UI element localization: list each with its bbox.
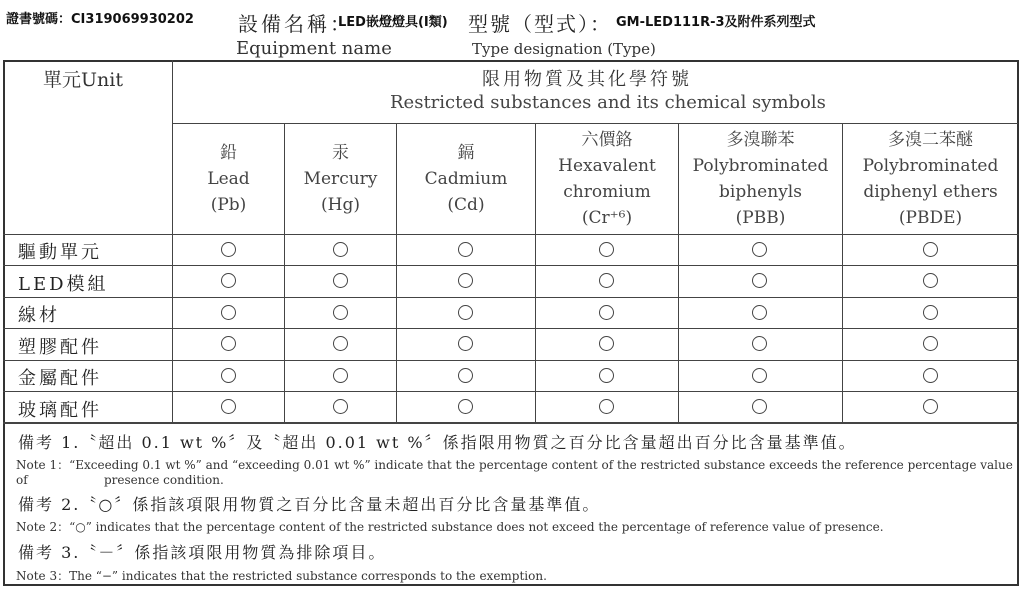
equipment-name-label-zh: 設備名稱：: [238, 12, 353, 36]
column-header-hexavalent-chromium: 六價鉻 Hexavalent chromium (Cr⁺⁶): [558, 130, 656, 228]
remark-2-zh: 備考 2.〝○〞係指該項限用物質之百分比含量未超出百分比含量基準值。: [18, 495, 601, 514]
compliant-circle: [221, 336, 236, 351]
compliant-circle: [221, 399, 236, 414]
compliant-circle: [599, 336, 614, 351]
compliant-circle: [599, 273, 614, 288]
column-header-cadmium: 鎘 Cadmium (Cd): [424, 143, 508, 215]
type-designation-label-en: Type designation (Type): [472, 40, 656, 58]
compliant-circle: [333, 336, 348, 351]
compliant-circle: [333, 399, 348, 414]
row-label-glass-parts: 玻璃配件: [18, 400, 102, 421]
remark-1-zh: 備考 1.〝超出 0.1 wt %〞及〝超出 0.01 wt %〞係指限用物質之百分比含量超出百分比含量基準值。: [18, 433, 857, 452]
compliant-circle: [221, 242, 236, 257]
type-designation-label-zh: 型號（型式）：: [468, 12, 612, 36]
compliant-circle: [752, 368, 767, 383]
column-header-lead: 鉛 Lead (Pb): [207, 143, 250, 215]
compliant-circle: [333, 368, 348, 383]
grid-line: [3, 422, 1019, 424]
row-label-driver-unit: 驅動單元: [18, 242, 102, 263]
note-3-en: Note 3：The “−” indicates that the restricted substance corresponds to the exemption.: [16, 569, 547, 583]
cert-number-value: CI319069930202: [71, 12, 194, 27]
compliant-circle: [752, 399, 767, 414]
compliant-circle: [923, 368, 938, 383]
grid-line: [3, 265, 1019, 266]
compliant-circle: [923, 305, 938, 320]
compliant-circle: [221, 368, 236, 383]
grid-line: [3, 297, 1019, 298]
compliant-circle: [458, 305, 473, 320]
compliant-circle: [752, 336, 767, 351]
certificate-number: [6, 8, 194, 27]
compliant-circle: [923, 336, 938, 351]
grid-line: [3, 360, 1019, 361]
compliant-circle: [221, 305, 236, 320]
grid-line: [3, 391, 1019, 392]
compliant-circle: [333, 305, 348, 320]
note-1-en-continuation: presence condition.: [104, 473, 224, 487]
equipment-name-value: LED嵌燈燈具(Ⅰ類): [338, 15, 448, 30]
compliant-circle: [599, 368, 614, 383]
grid-line: [3, 328, 1019, 329]
row-label-led-module: LED模組: [18, 274, 109, 295]
compliant-circle: [221, 273, 236, 288]
compliant-circle: [458, 399, 473, 414]
cert-label: 證書號碼：: [6, 12, 72, 27]
compliant-circle: [599, 399, 614, 414]
compliant-circle: [752, 305, 767, 320]
row-label-wire: 線材: [18, 305, 60, 326]
column-header-mercury: 汞 Mercury (Hg): [303, 143, 378, 215]
column-header-pbb: 多溴聯苯 Polybrominated biphenyls (PBB): [692, 130, 829, 228]
type-designation-value: GM-LED111R-3及附件系列型式: [616, 15, 816, 30]
equipment-name-label-en: Equipment name: [236, 38, 392, 59]
compliant-circle: [923, 399, 938, 414]
compliant-circle: [333, 242, 348, 257]
unit-header: 單元Unit: [43, 69, 123, 91]
column-header-pbde: 多溴二苯醚 Polybrominated diphenyl ethers (PBDE): [862, 130, 999, 228]
compliant-circle: [923, 242, 938, 257]
restricted-substances-title-en: Restricted substances and its chemical symbols: [390, 92, 826, 113]
restricted-substances-title-zh: 限用物質及其化學符號: [482, 69, 692, 90]
compliant-circle: [458, 273, 473, 288]
note-2-en: Note 2：“○” indicates that the percentage content of the restricted substance does not exceed the percentage of reference value of presence.: [16, 520, 884, 534]
compliant-circle: [599, 242, 614, 257]
compliant-circle: [599, 305, 614, 320]
remark-3-zh: 備考 3.〝－〞係指該項限用物質為排除項目。: [18, 543, 387, 562]
grid-line: [3, 234, 1019, 235]
grid-line: [172, 60, 173, 422]
compliant-circle: [752, 242, 767, 257]
compliant-circle: [458, 368, 473, 383]
compliant-circle: [458, 242, 473, 257]
compliant-circle: [923, 273, 938, 288]
compliant-circle: [752, 273, 767, 288]
compliant-circle: [458, 336, 473, 351]
compliant-circle: [333, 273, 348, 288]
note-1-en: Note 1：“Exceeding 0.1 wt %” and “exceeding 0.01 wt %” indicate that the percentage content of the restricted substance exceeds the reference percentage value of: [16, 458, 1013, 487]
row-label-plastic-parts: 塑膠配件: [18, 337, 102, 358]
row-label-metal-parts: 金屬配件: [18, 368, 102, 389]
